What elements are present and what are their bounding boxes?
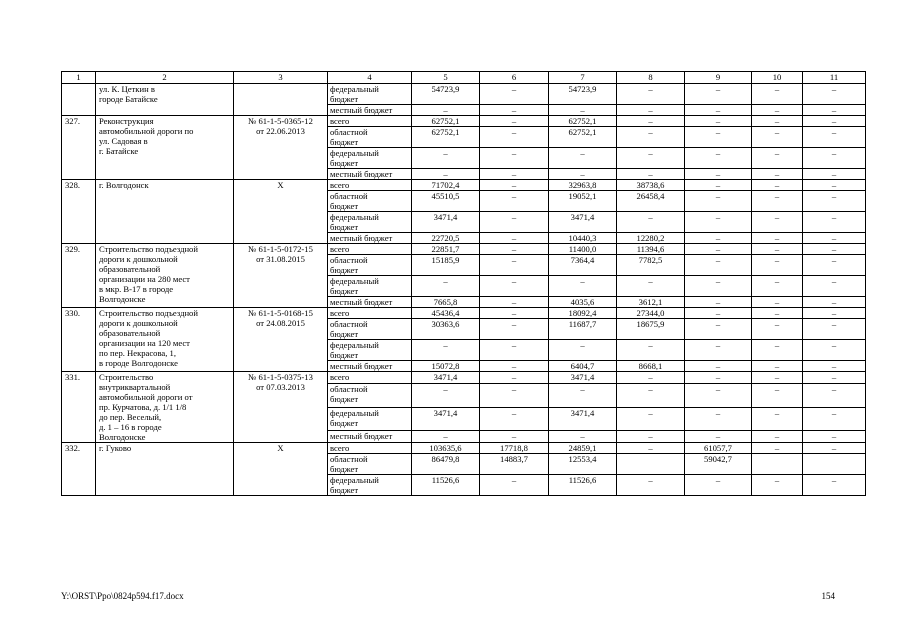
amount-cell: – xyxy=(803,319,866,340)
amount-cell: – xyxy=(803,443,866,454)
item-name: г. Гуково xyxy=(96,443,234,496)
table-row xyxy=(62,308,866,319)
amount-cell: – xyxy=(803,244,866,255)
amount-cell: – xyxy=(617,127,685,148)
funding-source: всего xyxy=(328,244,412,255)
funding-source: местный бюджет xyxy=(328,233,412,244)
column-header: 11 xyxy=(803,72,866,84)
amount-cell: – xyxy=(685,361,752,372)
amount-cell: 11400,0 xyxy=(549,244,617,255)
amount-cell: – xyxy=(480,361,549,372)
amount-cell: – xyxy=(803,407,866,430)
amount-cell: – xyxy=(685,105,752,116)
amount-cell: – xyxy=(752,212,803,233)
item-number: 329. xyxy=(62,244,96,308)
amount-cell: 15072,8 xyxy=(412,361,480,372)
amount-cell: 27344,0 xyxy=(617,308,685,319)
funding-source: областной бюджет xyxy=(328,384,412,407)
amount-cell: – xyxy=(803,148,866,169)
amount-cell: – xyxy=(480,430,549,442)
amount-cell: – xyxy=(617,116,685,127)
column-header: 5 xyxy=(412,72,480,84)
column-header: 10 xyxy=(752,72,803,84)
amount-cell: – xyxy=(617,105,685,116)
amount-cell: 22851,7 xyxy=(412,244,480,255)
amount-cell: – xyxy=(803,212,866,233)
amount-cell: – xyxy=(480,180,549,191)
column-header: 4 xyxy=(328,72,412,84)
table-row xyxy=(62,116,866,127)
item-document: Х xyxy=(234,443,328,496)
amount-cell: – xyxy=(803,127,866,148)
column-header: 2 xyxy=(96,72,234,84)
funding-source: всего xyxy=(328,308,412,319)
amount-cell: – xyxy=(685,244,752,255)
funding-source: областной бюджет xyxy=(328,255,412,276)
table-row xyxy=(62,180,866,191)
table-row xyxy=(62,372,866,384)
amount-cell: 86479,8 xyxy=(412,454,480,475)
amount-cell: – xyxy=(685,475,752,496)
amount-cell: – xyxy=(803,233,866,244)
amount-cell: – xyxy=(803,384,866,407)
amount-cell: – xyxy=(752,361,803,372)
amount-cell: – xyxy=(480,475,549,496)
amount-cell: – xyxy=(752,255,803,276)
amount-cell: – xyxy=(752,384,803,407)
amount-cell: – xyxy=(752,319,803,340)
amount-cell: – xyxy=(480,384,549,407)
amount-cell: 7782,5 xyxy=(617,255,685,276)
amount-cell: – xyxy=(803,191,866,212)
funding-source: федеральный бюджет xyxy=(328,407,412,430)
amount-cell: 3471,4 xyxy=(549,407,617,430)
amount-cell: 7665,8 xyxy=(412,297,480,308)
funding-source: областной бюджет xyxy=(328,454,412,475)
amount-cell: 45510,5 xyxy=(412,191,480,212)
amount-cell: – xyxy=(752,148,803,169)
amount-cell: – xyxy=(480,212,549,233)
amount-cell: 11394,6 xyxy=(617,244,685,255)
amount-cell: – xyxy=(412,169,480,180)
amount-cell: – xyxy=(412,276,480,297)
table-body xyxy=(62,84,866,496)
amount-cell: – xyxy=(752,180,803,191)
amount-cell: 11687,7 xyxy=(549,319,617,340)
column-header: 3 xyxy=(234,72,328,84)
funding-source: областной бюджет xyxy=(328,127,412,148)
amount-cell: – xyxy=(549,340,617,361)
amount-cell: 19052,1 xyxy=(549,191,617,212)
amount-cell: 62752,1 xyxy=(549,127,617,148)
amount-cell xyxy=(752,454,803,475)
amount-cell: 61057,7 xyxy=(685,443,752,454)
amount-cell: – xyxy=(752,116,803,127)
item-number: 327. xyxy=(62,116,96,180)
item-number: 332. xyxy=(62,443,96,496)
item-document: Х xyxy=(234,180,328,244)
amount-cell: – xyxy=(803,475,866,496)
amount-cell: – xyxy=(480,105,549,116)
funding-source: федеральный бюджет xyxy=(328,340,412,361)
funding-source: местный бюджет xyxy=(328,361,412,372)
amount-cell: 12553,4 xyxy=(549,454,617,475)
amount-cell: 59042,7 xyxy=(685,454,752,475)
footer-page-number: 154 xyxy=(821,591,835,601)
amount-cell: – xyxy=(752,191,803,212)
amount-cell: – xyxy=(480,308,549,319)
amount-cell: 62752,1 xyxy=(412,116,480,127)
amount-cell: – xyxy=(803,430,866,442)
item-name: Строительство внутриквартальной автомобильной дороги от пр. Курчатова, д. 1/1 1/8 до пер. Веселый, д. 1 – 16 в городе Волгодонске xyxy=(96,372,234,443)
item-document: № 61-1-5-0172-15 от 31.08.2015 xyxy=(234,244,328,308)
amount-cell: – xyxy=(617,84,685,105)
footer-file-path: Y:\ORST\Ppo\0824p594.f17.docx xyxy=(61,591,184,601)
amount-cell: 32963,8 xyxy=(549,180,617,191)
amount-cell: – xyxy=(549,430,617,442)
amount-cell xyxy=(617,454,685,475)
item-number xyxy=(62,84,96,116)
amount-cell: 18092,4 xyxy=(549,308,617,319)
amount-cell: – xyxy=(752,297,803,308)
amount-cell: – xyxy=(549,384,617,407)
item-document: № 61-1-5-0365-12 от 22.06.2013 xyxy=(234,116,328,180)
amount-cell: – xyxy=(803,372,866,384)
item-name: Строительство подъездной дороги к дошкольной образовательной организации на 280 мест в мкр. В-17 в городе Волгодонске xyxy=(96,244,234,308)
amount-cell: 6404,7 xyxy=(549,361,617,372)
amount-cell: – xyxy=(685,180,752,191)
amount-cell: – xyxy=(480,84,549,105)
budget-table xyxy=(61,71,866,496)
funding-source: федеральный бюджет xyxy=(328,84,412,105)
amount-cell: 24859,1 xyxy=(549,443,617,454)
amount-cell: – xyxy=(685,255,752,276)
funding-source: федеральный бюджет xyxy=(328,212,412,233)
amount-cell: 3471,4 xyxy=(549,372,617,384)
amount-cell: 45436,4 xyxy=(412,308,480,319)
item-name: г. Волгодонск xyxy=(96,180,234,244)
column-header: 1 xyxy=(62,72,96,84)
item-number: 328. xyxy=(62,180,96,244)
item-name: ул. К. Цеткин в городе Батайске xyxy=(96,84,234,116)
amount-cell: – xyxy=(412,430,480,442)
amount-cell: – xyxy=(752,308,803,319)
item-number: 331. xyxy=(62,372,96,443)
amount-cell: – xyxy=(752,372,803,384)
amount-cell: – xyxy=(617,212,685,233)
amount-cell: – xyxy=(480,233,549,244)
amount-cell: 71702,4 xyxy=(412,180,480,191)
funding-source: всего xyxy=(328,116,412,127)
amount-cell: – xyxy=(480,340,549,361)
amount-cell: – xyxy=(752,84,803,105)
funding-source: местный бюджет xyxy=(328,430,412,442)
funding-source: областной бюджет xyxy=(328,319,412,340)
amount-cell: – xyxy=(685,297,752,308)
amount-cell: – xyxy=(480,255,549,276)
amount-cell: 18675,9 xyxy=(617,319,685,340)
item-number: 330. xyxy=(62,308,96,372)
amount-cell: – xyxy=(685,84,752,105)
amount-cell: – xyxy=(549,169,617,180)
amount-cell: 3471,4 xyxy=(549,212,617,233)
item-document xyxy=(234,84,328,116)
funding-source: всего xyxy=(328,372,412,384)
table-header-row xyxy=(62,72,866,84)
amount-cell: 8668,1 xyxy=(617,361,685,372)
amount-cell: – xyxy=(803,116,866,127)
amount-cell: – xyxy=(752,475,803,496)
amount-cell: – xyxy=(685,212,752,233)
amount-cell: – xyxy=(480,127,549,148)
amount-cell: – xyxy=(685,372,752,384)
amount-cell: – xyxy=(480,244,549,255)
amount-cell: – xyxy=(685,191,752,212)
amount-cell: – xyxy=(803,169,866,180)
amount-cell: – xyxy=(617,475,685,496)
item-document: № 61-1-5-0375-13 от 07.03.2013 xyxy=(234,372,328,443)
funding-source: федеральный бюджет xyxy=(328,475,412,496)
amount-cell: 4035,6 xyxy=(549,297,617,308)
amount-cell: – xyxy=(752,407,803,430)
column-header: 9 xyxy=(685,72,752,84)
amount-cell: 30363,6 xyxy=(412,319,480,340)
amount-cell: – xyxy=(803,340,866,361)
amount-cell: – xyxy=(480,319,549,340)
amount-cell: – xyxy=(752,127,803,148)
amount-cell: – xyxy=(412,105,480,116)
amount-cell: – xyxy=(617,340,685,361)
amount-cell: 54723,9 xyxy=(549,84,617,105)
amount-cell: – xyxy=(752,430,803,442)
table-row xyxy=(62,244,866,255)
amount-cell: – xyxy=(685,430,752,442)
amount-cell: – xyxy=(480,276,549,297)
amount-cell: – xyxy=(752,244,803,255)
amount-cell: 62752,1 xyxy=(412,127,480,148)
amount-cell: – xyxy=(752,233,803,244)
amount-cell: 62752,1 xyxy=(549,116,617,127)
table-row xyxy=(62,84,866,105)
amount-cell: 7364,4 xyxy=(549,255,617,276)
amount-cell: 54723,9 xyxy=(412,84,480,105)
amount-cell: 11526,6 xyxy=(412,475,480,496)
amount-cell: – xyxy=(549,276,617,297)
amount-cell: – xyxy=(480,169,549,180)
amount-cell: – xyxy=(617,169,685,180)
funding-source: всего xyxy=(328,443,412,454)
funding-source: местный бюджет xyxy=(328,105,412,116)
amount-cell: – xyxy=(617,443,685,454)
amount-cell: – xyxy=(685,169,752,180)
amount-cell: – xyxy=(752,105,803,116)
column-header: 6 xyxy=(480,72,549,84)
funding-source: местный бюджет xyxy=(328,169,412,180)
amount-cell: 22720,5 xyxy=(412,233,480,244)
column-header: 7 xyxy=(549,72,617,84)
funding-source: областной бюджет xyxy=(328,191,412,212)
item-name: Реконструкция автомобильной дороги по ул. Садовая в г. Батайске xyxy=(96,116,234,180)
amount-cell: 38738,6 xyxy=(617,180,685,191)
amount-cell: 3612,1 xyxy=(617,297,685,308)
amount-cell: – xyxy=(549,148,617,169)
amount-cell: – xyxy=(803,308,866,319)
amount-cell: 26458,4 xyxy=(617,191,685,212)
amount-cell: 14883,7 xyxy=(480,454,549,475)
amount-cell: – xyxy=(803,255,866,276)
amount-cell: – xyxy=(685,407,752,430)
amount-cell: – xyxy=(685,276,752,297)
amount-cell: – xyxy=(549,105,617,116)
amount-cell: – xyxy=(803,361,866,372)
amount-cell: 11526,6 xyxy=(549,475,617,496)
amount-cell: – xyxy=(617,276,685,297)
amount-cell: – xyxy=(803,105,866,116)
amount-cell: – xyxy=(617,148,685,169)
amount-cell: 103635,6 xyxy=(412,443,480,454)
funding-source: федеральный бюджет xyxy=(328,276,412,297)
amount-cell: – xyxy=(685,127,752,148)
amount-cell: – xyxy=(685,384,752,407)
amount-cell: – xyxy=(752,169,803,180)
amount-cell: – xyxy=(685,116,752,127)
amount-cell: – xyxy=(685,340,752,361)
funding-source: местный бюджет xyxy=(328,297,412,308)
column-header: 8 xyxy=(617,72,685,84)
amount-cell: – xyxy=(617,407,685,430)
amount-cell: – xyxy=(617,430,685,442)
item-document: № 61-1-5-0168-15 от 24.08.2015 xyxy=(234,308,328,372)
amount-cell: – xyxy=(685,148,752,169)
funding-source: федеральный бюджет xyxy=(328,148,412,169)
amount-cell: – xyxy=(803,297,866,308)
amount-cell: – xyxy=(752,276,803,297)
amount-cell: – xyxy=(752,443,803,454)
amount-cell: – xyxy=(480,148,549,169)
amount-cell: – xyxy=(480,191,549,212)
amount-cell: – xyxy=(617,372,685,384)
table-row xyxy=(62,443,866,454)
amount-cell: – xyxy=(480,116,549,127)
amount-cell: – xyxy=(752,340,803,361)
amount-cell: – xyxy=(412,340,480,361)
amount-cell: 3471,4 xyxy=(412,407,480,430)
amount-cell: 10440,3 xyxy=(549,233,617,244)
amount-cell: 3471,4 xyxy=(412,372,480,384)
amount-cell: – xyxy=(480,297,549,308)
amount-cell: – xyxy=(803,180,866,191)
amount-cell: 15185,9 xyxy=(412,255,480,276)
amount-cell: – xyxy=(803,84,866,105)
amount-cell: 12280,2 xyxy=(617,233,685,244)
amount-cell: – xyxy=(480,372,549,384)
amount-cell: – xyxy=(685,233,752,244)
amount-cell: – xyxy=(685,308,752,319)
amount-cell xyxy=(803,454,866,475)
amount-cell: – xyxy=(480,407,549,430)
item-name: Строительство подъездной дороги к дошкольной образовательной организации на 120 мест по пер. Некрасова, 1, в городе Волгодонске xyxy=(96,308,234,372)
amount-cell: – xyxy=(412,148,480,169)
amount-cell: – xyxy=(685,319,752,340)
funding-source: всего xyxy=(328,180,412,191)
amount-cell: 17718,8 xyxy=(480,443,549,454)
amount-cell: – xyxy=(803,276,866,297)
amount-cell: 3471,4 xyxy=(412,212,480,233)
amount-cell: – xyxy=(412,384,480,407)
amount-cell: – xyxy=(617,384,685,407)
